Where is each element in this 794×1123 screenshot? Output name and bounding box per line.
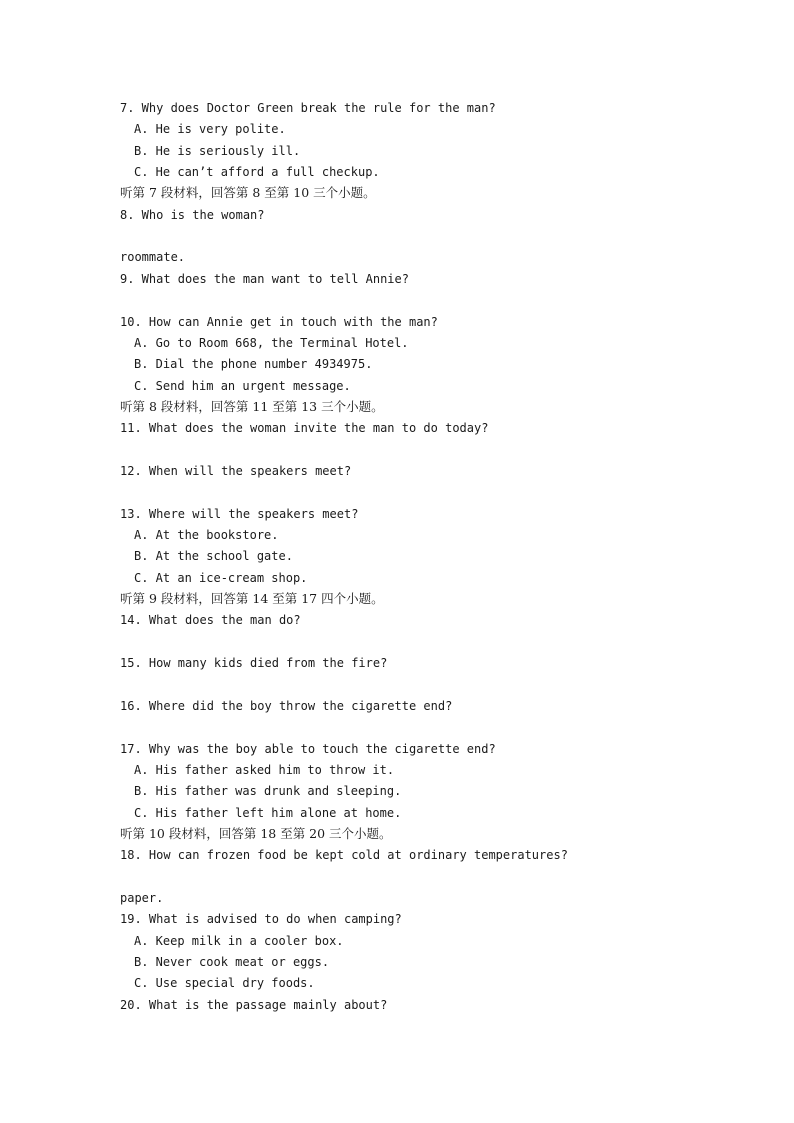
question-text: 13. Where will the speakers meet? bbox=[120, 507, 359, 521]
section-header: 听第 7 段材料，回答第 8 至第 10 三个小题。 bbox=[120, 185, 376, 200]
option-text: B. Dial the phone number 4934975. bbox=[134, 357, 373, 371]
option-text: A. At the bookstore. bbox=[134, 528, 279, 542]
option-text: A. Keep milk in a cooler box. bbox=[134, 934, 344, 948]
continuation-text: paper. bbox=[120, 891, 164, 905]
question-text: 12. When will the speakers meet? bbox=[120, 464, 352, 478]
option-text: B. He is seriously ill. bbox=[134, 144, 301, 158]
option-text: C. At an ice-cream shop. bbox=[134, 571, 308, 585]
option-text: B. His father was drunk and sleeping. bbox=[134, 784, 402, 798]
option-text: C. His father left him alone at home. bbox=[134, 806, 402, 820]
section-header: 听第 9 段材料，回答第 14 至第 17 四个小题。 bbox=[120, 591, 384, 606]
question-text: 9. What does the man want to tell Annie? bbox=[120, 272, 409, 286]
question-text: 15. How many kids died from the fire? bbox=[120, 656, 388, 670]
question-text: 7. Why does Doctor Green break the rule for the man? bbox=[120, 101, 496, 115]
option-text: C. Use special dry foods. bbox=[134, 976, 315, 990]
question-text: 16. Where did the boy throw the cigarette end? bbox=[120, 699, 453, 713]
option-text: A. Go to Room 668, the Terminal Hotel. bbox=[134, 336, 409, 350]
continuation-text: roommate. bbox=[120, 250, 186, 264]
question-text: 19. What is advised to do when camping? bbox=[120, 912, 402, 926]
question-text: 11. What does the woman invite the man to do today? bbox=[120, 421, 489, 435]
question-text: 10. How can Annie get in touch with the man? bbox=[120, 315, 438, 329]
section-header: 听第 10 段材料，回答第 18 至第 20 三个小题。 bbox=[120, 826, 392, 841]
section-header: 听第 8 段材料，回答第 11 至第 13 三个小题。 bbox=[120, 399, 384, 414]
question-text: 14. What does the man do? bbox=[120, 613, 301, 627]
option-text: A. He is very polite. bbox=[134, 122, 286, 136]
option-text: C. Send him an urgent message. bbox=[134, 379, 351, 393]
question-text: 17. Why was the boy able to touch the cigarette end? bbox=[120, 742, 496, 756]
option-text: B. At the school gate. bbox=[134, 549, 293, 563]
option-text: A. His father asked him to throw it. bbox=[134, 763, 395, 777]
question-text: 18. How can frozen food be kept cold at ordinary temperatures? bbox=[120, 848, 568, 862]
option-text: B. Never cook meat or eggs. bbox=[134, 955, 330, 969]
option-text: C. He can’t afford a full checkup. bbox=[134, 165, 380, 179]
question-text: 8. Who is the woman? bbox=[120, 208, 265, 222]
question-text: 20. What is the passage mainly about? bbox=[120, 998, 388, 1012]
